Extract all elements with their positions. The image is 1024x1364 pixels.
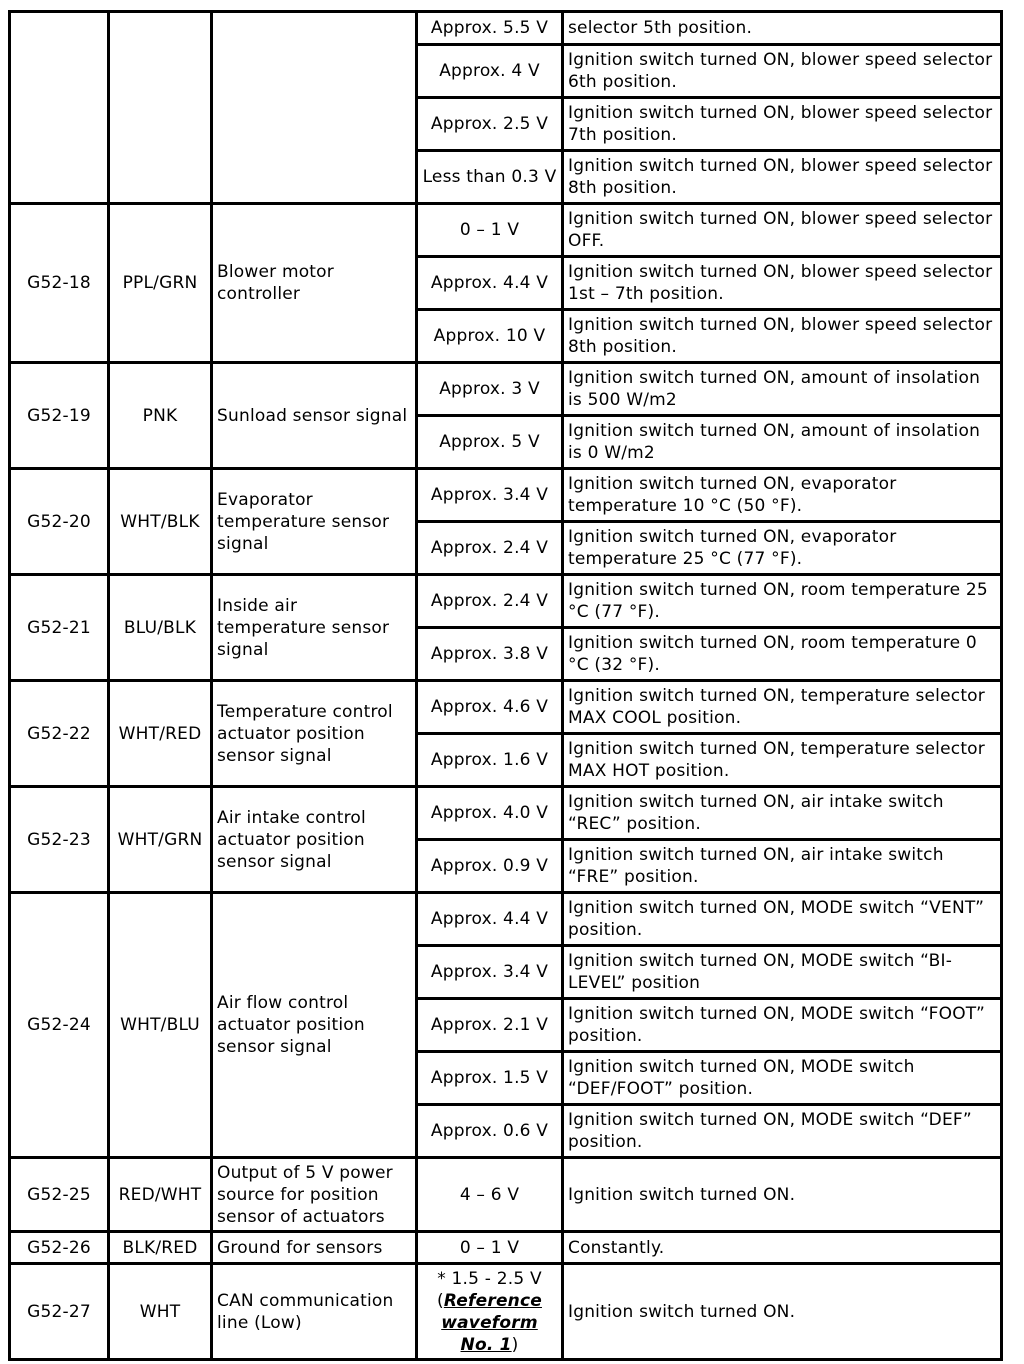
condition-cell: Ignition switch turned ON, blower speed selector 8th position. [563, 310, 1002, 363]
condition-cell: Ignition switch turned ON, MODE switch “DEF/FOOT” position. [563, 1052, 1002, 1105]
terminal-cell: G52-20 [10, 469, 109, 575]
standard-value-cell: Approx. 1.5 V [417, 1052, 563, 1105]
condition-cell: Ignition switch turned ON, blower speed selector 8th position. [563, 151, 1002, 204]
wire-color-cell: PPL/GRN [109, 204, 212, 363]
wire-color-cell: WHT/BLU [109, 893, 212, 1158]
standard-value-cell: Approx. 3.4 V [417, 946, 563, 999]
condition-cell: Constantly. [563, 1232, 1002, 1264]
standard-value-cell: Approx. 10 V [417, 310, 563, 363]
wire-color-cell: RED/WHT [109, 1158, 212, 1232]
terminal-cell: G52-22 [10, 681, 109, 787]
terminal-cell [10, 12, 109, 204]
wire-color-cell: BLK/RED [109, 1232, 212, 1264]
circuit-cell: Ground for sensors [212, 1232, 417, 1264]
circuit-cell: Inside air temperature sensor signal [212, 575, 417, 681]
circuit-cell: Temperature control actuator position sensor signal [212, 681, 417, 787]
standard-value-cell: Approx. 4 V [417, 45, 563, 98]
table-row [10, 1232, 1002, 1264]
table-row [10, 893, 1002, 946]
standard-value-cell: Approx. 2.5 V [417, 98, 563, 151]
standard-value-cell: Approx. 4.4 V [417, 257, 563, 310]
standard-value-cell: Approx. 4.4 V [417, 893, 563, 946]
standard-value-cell: 4 – 6 V [417, 1158, 563, 1232]
condition-cell: Ignition switch turned ON, evaporator temperature 10 °C (50 °F). [563, 469, 1002, 522]
wire-color-cell [109, 12, 212, 204]
condition-cell: Ignition switch turned ON, MODE switch “VENT” position. [563, 893, 1002, 946]
condition-cell: Ignition switch turned ON, MODE switch “DEF” position. [563, 1105, 1002, 1158]
circuit-cell: Output of 5 V power source for position sensor of actuators [212, 1158, 417, 1232]
standard-value-text: * 1.5 - 2.5 V [437, 1268, 542, 1289]
standard-value-cell: Approx. 0.9 V [417, 840, 563, 893]
table-row [10, 1158, 1002, 1232]
reference-waveform-link[interactable]: Reference waveform No. 1 [441, 1290, 542, 1355]
table-row [10, 363, 1002, 416]
standard-value-cell: Approx. 2.4 V [417, 575, 563, 628]
circuit-cell [212, 12, 417, 204]
standard-value-cell: Approx. 5 V [417, 416, 563, 469]
circuit-cell: Air intake control actuator position sensor signal [212, 787, 417, 893]
condition-cell: Ignition switch turned ON, evaporator temperature 25 °C (77 °F). [563, 522, 1002, 575]
condition-cell: Ignition switch turned ON, blower speed selector OFF. [563, 204, 1002, 257]
condition-cell: Ignition switch turned ON, temperature selector MAX COOL position. [563, 681, 1002, 734]
condition-cell: Ignition switch turned ON, room temperature 25 °C (77 °F). [563, 575, 1002, 628]
standard-value-cell: * 1.5 - 2.5 V (Reference waveform No. 1) [417, 1264, 563, 1360]
condition-cell: Ignition switch turned ON. [563, 1264, 1002, 1360]
condition-cell: selector 5th position. [563, 12, 1002, 45]
condition-cell: Ignition switch turned ON, blower speed selector 6th position. [563, 45, 1002, 98]
circuit-cell: Blower motor controller [212, 204, 417, 363]
terminal-cell: G52-19 [10, 363, 109, 469]
terminal-cell: G52-23 [10, 787, 109, 893]
standard-value-cell: Approx. 3 V [417, 363, 563, 416]
wire-color-cell: BLU/BLK [109, 575, 212, 681]
standard-value-cell: Approx. 3.4 V [417, 469, 563, 522]
condition-cell: Ignition switch turned ON, amount of insolation is 500 W/m2 [563, 363, 1002, 416]
wire-color-cell: PNK [109, 363, 212, 469]
condition-cell: Ignition switch turned ON, MODE switch “FOOT” position. [563, 999, 1002, 1052]
circuit-cell: CAN communication line (Low) [212, 1264, 417, 1360]
condition-cell: Ignition switch turned ON. [563, 1158, 1002, 1232]
standard-value-cell: Approx. 1.6 V [417, 734, 563, 787]
wire-color-cell: WHT/GRN [109, 787, 212, 893]
terminal-cell: G52-18 [10, 204, 109, 363]
circuit-cell: Sunload sensor signal [212, 363, 417, 469]
condition-cell: Ignition switch turned ON, room temperature 0 °C (32 °F). [563, 628, 1002, 681]
standard-value-cell: Approx. 2.4 V [417, 522, 563, 575]
terminal-cell: G52-24 [10, 893, 109, 1158]
terminal-cell: G52-27 [10, 1264, 109, 1360]
circuit-cell: Air flow control actuator position sensor signal [212, 893, 417, 1158]
condition-cell: Ignition switch turned ON, MODE switch “BI-LEVEL” position [563, 946, 1002, 999]
condition-cell: Ignition switch turned ON, blower speed selector 7th position. [563, 98, 1002, 151]
standard-value-cell: Less than 0.3 V [417, 151, 563, 204]
table-row [10, 787, 1002, 840]
table-row [10, 1264, 1002, 1360]
standard-value-cell: Approx. 4.0 V [417, 787, 563, 840]
terminal-cell: G52-21 [10, 575, 109, 681]
condition-cell: Ignition switch turned ON, air intake switch “FRE” position. [563, 840, 1002, 893]
table-row [10, 469, 1002, 522]
standard-value-cell: Approx. 3.8 V [417, 628, 563, 681]
standard-value-cell: Approx. 0.6 V [417, 1105, 563, 1158]
table-row [10, 681, 1002, 734]
terminal-cell: G52-25 [10, 1158, 109, 1232]
wire-color-cell: WHT/RED [109, 681, 212, 787]
standard-value-cell: Approx. 2.1 V [417, 999, 563, 1052]
condition-cell: Ignition switch turned ON, amount of insolation is 0 W/m2 [563, 416, 1002, 469]
table-row [10, 204, 1002, 257]
wire-color-cell: WHT/BLK [109, 469, 212, 575]
table-row [10, 575, 1002, 628]
standard-value-cell: 0 – 1 V [417, 1232, 563, 1264]
circuit-cell: Evaporator temperature sensor signal [212, 469, 417, 575]
terminal-cell: G52-26 [10, 1232, 109, 1264]
standard-value-cell: 0 – 1 V [417, 204, 563, 257]
wire-color-cell: WHT [109, 1264, 212, 1360]
condition-cell: Ignition switch turned ON, air intake switch “REC” position. [563, 787, 1002, 840]
terminal-spec-table [8, 10, 1003, 1361]
standard-value-cell: Approx. 5.5 V [417, 12, 563, 45]
condition-cell: Ignition switch turned ON, blower speed selector 1st – 7th position. [563, 257, 1002, 310]
table-row [10, 12, 1002, 45]
standard-value-cell: Approx. 4.6 V [417, 681, 563, 734]
condition-cell: Ignition switch turned ON, temperature selector MAX HOT position. [563, 734, 1002, 787]
